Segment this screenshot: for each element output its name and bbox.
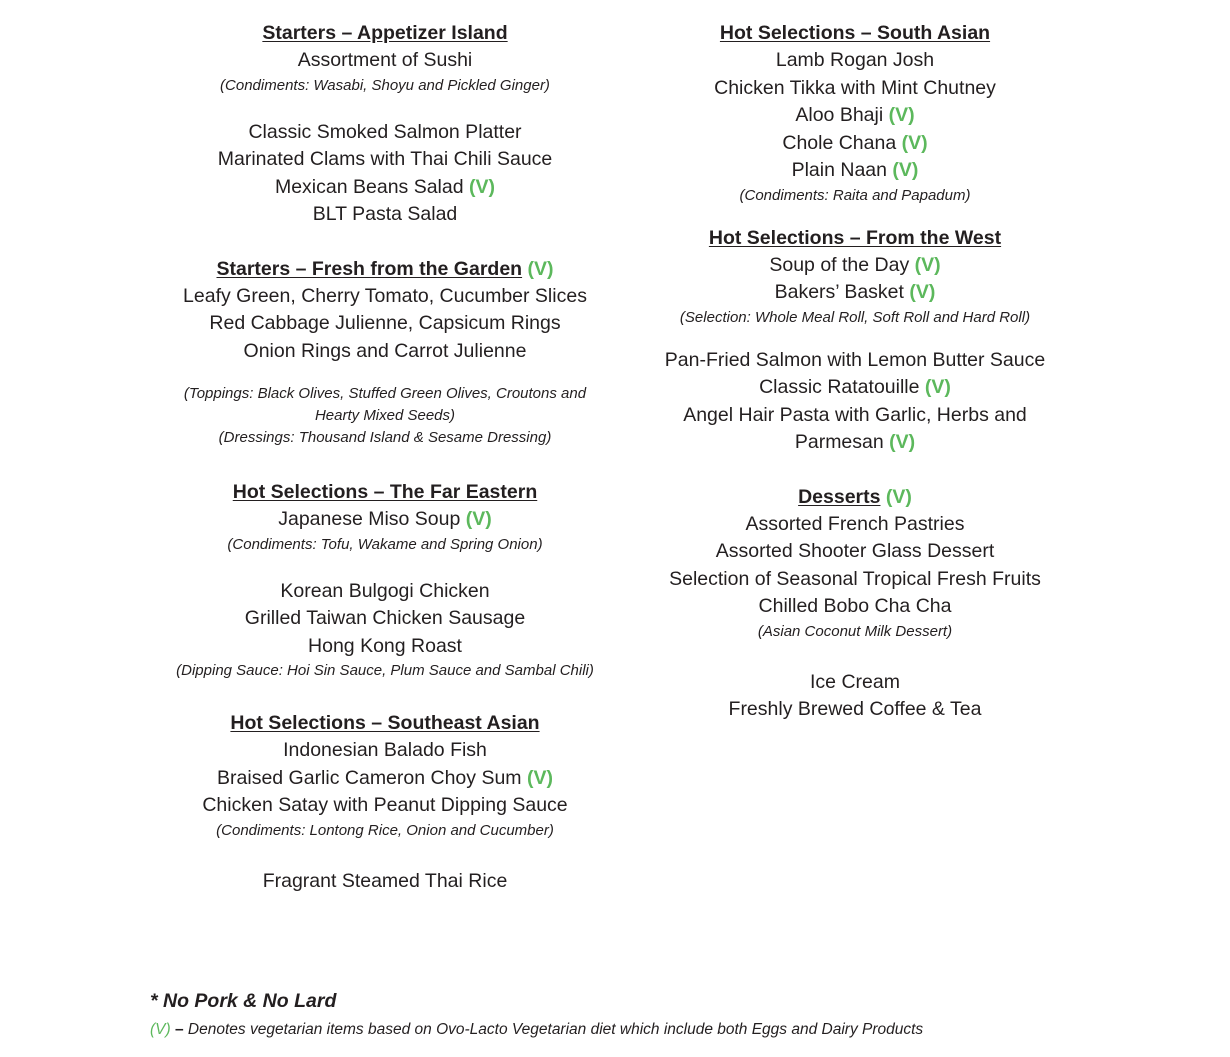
section-heading: Hot Selections – From the West [708,226,1002,249]
section-heading: Hot Selections – South Asian [719,22,991,44]
vegetarian-marker: (V) [909,281,936,303]
menu-item: Classic Ratatouille (V) [759,376,951,398]
menu-item: BLT Pasta Salad [312,203,458,225]
selection-note: (Selection: Whole Meal Roll, Soft Roll and Hard Roll) [679,308,1031,326]
no-pork-notice: * No Pork & No Lard [150,990,337,1012]
section-appetizer-island [150,20,620,229]
dressings-note: (Dressings: Thousand Island & Sesame Dressing) [218,429,552,446]
vegetarian-marker: (V) [526,766,553,789]
menu-item: Japanese Miso Soup (V) [278,508,492,530]
menu-item: Fragrant Steamed Thai Rice [262,869,508,892]
menu-item: Leafy Green, Cherry Tomato, Cucumber Slices [183,284,587,307]
menu-item: Indonesian Balado Fish [283,739,487,761]
vegetarian-marker: (V) [469,175,496,198]
menu-item: Braised Garlic Cameron Choy Sum (V) [217,766,553,789]
section-southeast-asian [150,710,620,895]
section-far-eastern [150,479,620,682]
menu-item: Grilled Taiwan Chicken Sausage [244,607,526,629]
menu-item: Red Cabbage Julienne, Capsicum Rings [209,312,561,334]
menu-item: Angel Hair Pasta with Garlic, Herbs and [683,403,1027,426]
vegetarian-marker: (V) [150,1021,171,1038]
vegetarian-marker: (V) [885,485,912,508]
menu-item: Pan-Fried Salmon with Lemon Butter Sauce [664,348,1046,371]
section-from-the-west [620,225,1090,457]
menu-item: Hong Kong Roast [308,634,462,657]
dessert-note: (Asian Coconut Milk Dessert) [757,622,953,640]
vegetarian-marker: (V) [914,253,941,276]
menu-item: Classic Smoked Salmon Platter [248,120,522,143]
menu-item: Soup of the Day (V) [769,253,941,276]
vegetarian-marker: (V) [889,431,916,453]
menu-item: Marinated Clams with Thai Chili Sauce [217,148,553,170]
menu-item: Freshly Brewed Coffee & Tea [728,698,982,720]
section-heading: Starters – Appetizer Island [262,22,508,44]
section-heading: Hot Selections – The Far Eastern [232,481,538,503]
dipping-sauce-note: (Dipping Sauce: Hoi Sin Sauce, Plum Sauce and Sambal Chili) [176,662,594,679]
section-heading: Desserts (V) [798,485,912,508]
menu-item: Chicken Satay with Peanut Dipping Sauce [202,794,568,816]
vegetarian-marker: (V) [901,131,928,154]
menu-item: Lamb Rogan Josh [775,49,935,71]
menu-item: Assortment of Sushi [297,49,473,71]
toppings-note: (Toppings: Black Olives, Stuffed Green Olives, Croutons and Hearty Mixed Seeds) [183,385,587,424]
right-column [620,20,1090,724]
vegetarian-marker: (V) [465,508,492,530]
menu-item: Plain Naan (V) [791,159,919,181]
condiments-note: (Condiments: Lontong Rice, Onion and Cucumber) [216,821,554,839]
condiments-note: (Condiments: Raita and Papadum) [739,186,971,204]
menu-item: Ice Cream [810,670,900,693]
vegetarian-marker: (V) [892,159,919,181]
condiments-note: (Condiments: Wasabi, Shoyu and Pickled Ginger) [220,76,550,94]
vegetarian-legend: (V) – Denotes vegetarian items based on Ovo-Lacto Vegetarian diet which include both Eggs and Dairy Products [150,1021,924,1038]
menu-item: Assorted French Pastries [745,512,965,535]
condiments-note: (Condiments: Tofu, Wakame and Spring Onion) [227,535,543,553]
vegetarian-marker: (V) [527,257,554,280]
menu-item: Chilled Bobo Cha Cha [758,595,952,617]
section-south-asian [620,20,1090,207]
left-column [150,20,620,895]
section-heading: Starters – Fresh from the Garden (V) [216,257,554,280]
menu-item: Parmesan (V) [794,431,916,453]
menu-item: Chole Chana (V) [782,131,928,154]
vegetarian-marker: (V) [888,104,915,126]
vegetarian-marker: (V) [924,376,951,398]
section-fresh-from-garden [150,256,620,450]
section-heading: Hot Selections – Southeast Asian [230,712,540,734]
menu-item: Selection of Seasonal Tropical Fresh Fruits [669,567,1041,590]
section-desserts [620,484,1090,724]
menu-item: Aloo Bhaji (V) [795,104,915,126]
menu-item: Assorted Shooter Glass Dessert [715,540,995,562]
menu-item: Mexican Beans Salad (V) [274,175,496,198]
menu-item: Chicken Tikka with Mint Chutney [714,76,996,99]
menu-item: Korean Bulgogi Chicken [280,579,490,602]
menu-item: Onion Rings and Carrot Julienne [243,339,527,362]
menu-item: Bakers’ Basket (V) [774,281,936,303]
